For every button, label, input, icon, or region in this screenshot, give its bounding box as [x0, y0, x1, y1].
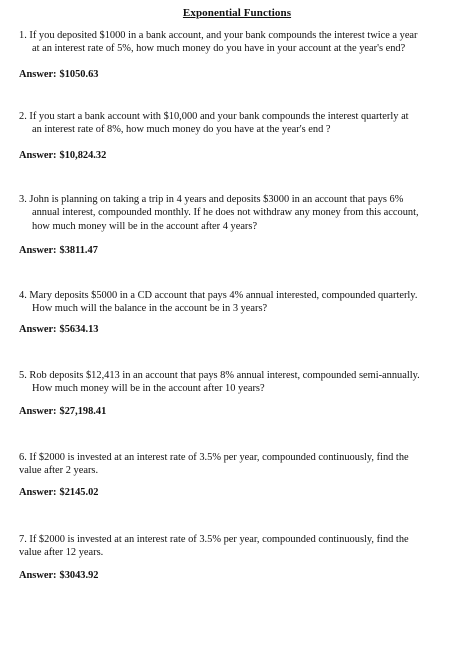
answer-value: $2145.02	[59, 487, 99, 498]
problem-2-line-1: If you start a bank account with $10,000 and your bank compounds the interest quarterly at	[29, 111, 409, 122]
problem-1-number: 1.	[19, 30, 27, 41]
answer-value: $3043.92	[59, 570, 99, 581]
problem-3-number: 3.	[19, 194, 27, 205]
problem-7	[19, 533, 459, 581]
problem-2-question	[19, 110, 459, 137]
problem-4	[19, 289, 459, 335]
problem-7-question	[19, 533, 459, 560]
problem-6-question	[19, 451, 459, 478]
answer-label: Answer:	[19, 324, 57, 335]
problem-5-line-2: How much money will be in the account after 10 years?	[32, 383, 265, 395]
problem-6-number: 6.	[19, 452, 27, 463]
problem-3	[19, 193, 459, 256]
problem-4-line-1: Mary deposits $5000 in a CD account that pays 4% annual interested, compounded quarterly.	[29, 290, 418, 301]
answer-value: $5634.13	[59, 324, 99, 335]
problem-4-line-2: How much will the balance in the account be in 3 years?	[32, 303, 268, 315]
problem-3-line-3: how much money will be in the account after 4 years?	[32, 220, 258, 232]
answer-value: $1050.63	[59, 69, 99, 80]
problem-3-question	[19, 193, 459, 233]
problem-3-line-1: John is planning on taking a trip in 4 years and deposits $3000 in an account that pays 6%	[29, 194, 404, 205]
answer-label: Answer:	[19, 69, 57, 80]
problem-7-line-2: value after 12 years.	[19, 547, 104, 559]
problem-1-question	[19, 29, 459, 56]
answer-value: $10,824.32	[59, 150, 107, 161]
worksheet-title: Exponential Functions	[182, 7, 292, 19]
problem-6-answer	[19, 487, 98, 498]
answer-value: $3811.47	[59, 245, 98, 256]
problem-5	[19, 369, 459, 417]
answer-label: Answer:	[19, 406, 57, 417]
problem-1-line-2: at an interest rate of 5%, how much money do you have in your account at the year's end?	[32, 43, 406, 55]
problem-7-answer	[19, 570, 98, 581]
problem-2	[19, 110, 459, 161]
problem-5-line-1: Rob deposits $12,413 in an account that pays 8% annual interest, compounded semi-annually.	[29, 370, 420, 381]
problem-6-line-2: value after 2 years.	[19, 465, 99, 477]
problem-6-line-1: If $2000 is invested at an interest rate of 3.5% per year, compounded continuously, find the	[29, 452, 409, 463]
answer-label: Answer:	[19, 487, 57, 498]
answer-value: $27,198.41	[59, 406, 107, 417]
problem-4-answer	[19, 324, 98, 335]
answer-label: Answer:	[19, 150, 57, 161]
problem-2-answer	[19, 150, 106, 161]
problem-3-line-2: annual interest, compounded monthly. If he does not withdraw any money from this account,	[32, 207, 419, 219]
answer-label: Answer:	[19, 245, 57, 256]
problem-4-question	[19, 289, 459, 316]
problem-7-line-1: If $2000 is invested at an interest rate of 3.5% per year, compounded continuously, find the	[29, 534, 409, 545]
problem-5-question	[19, 369, 459, 396]
problem-7-number: 7.	[19, 534, 27, 545]
problem-5-answer	[19, 406, 106, 417]
answer-label: Answer:	[19, 570, 57, 581]
problem-2-number: 2.	[19, 111, 27, 122]
problem-1-line-1: If you deposited $1000 in a bank account, and your bank compounds the interest twice a year	[29, 30, 418, 41]
problem-5-number: 5.	[19, 370, 27, 381]
problem-1	[19, 29, 459, 80]
problem-4-number: 4.	[19, 290, 27, 301]
problem-3-answer	[19, 245, 98, 256]
problem-6	[19, 451, 459, 498]
problem-2-line-2: an interest rate of 8%, how much money do you have at the year's end ?	[32, 124, 331, 136]
problem-1-answer	[19, 69, 98, 80]
